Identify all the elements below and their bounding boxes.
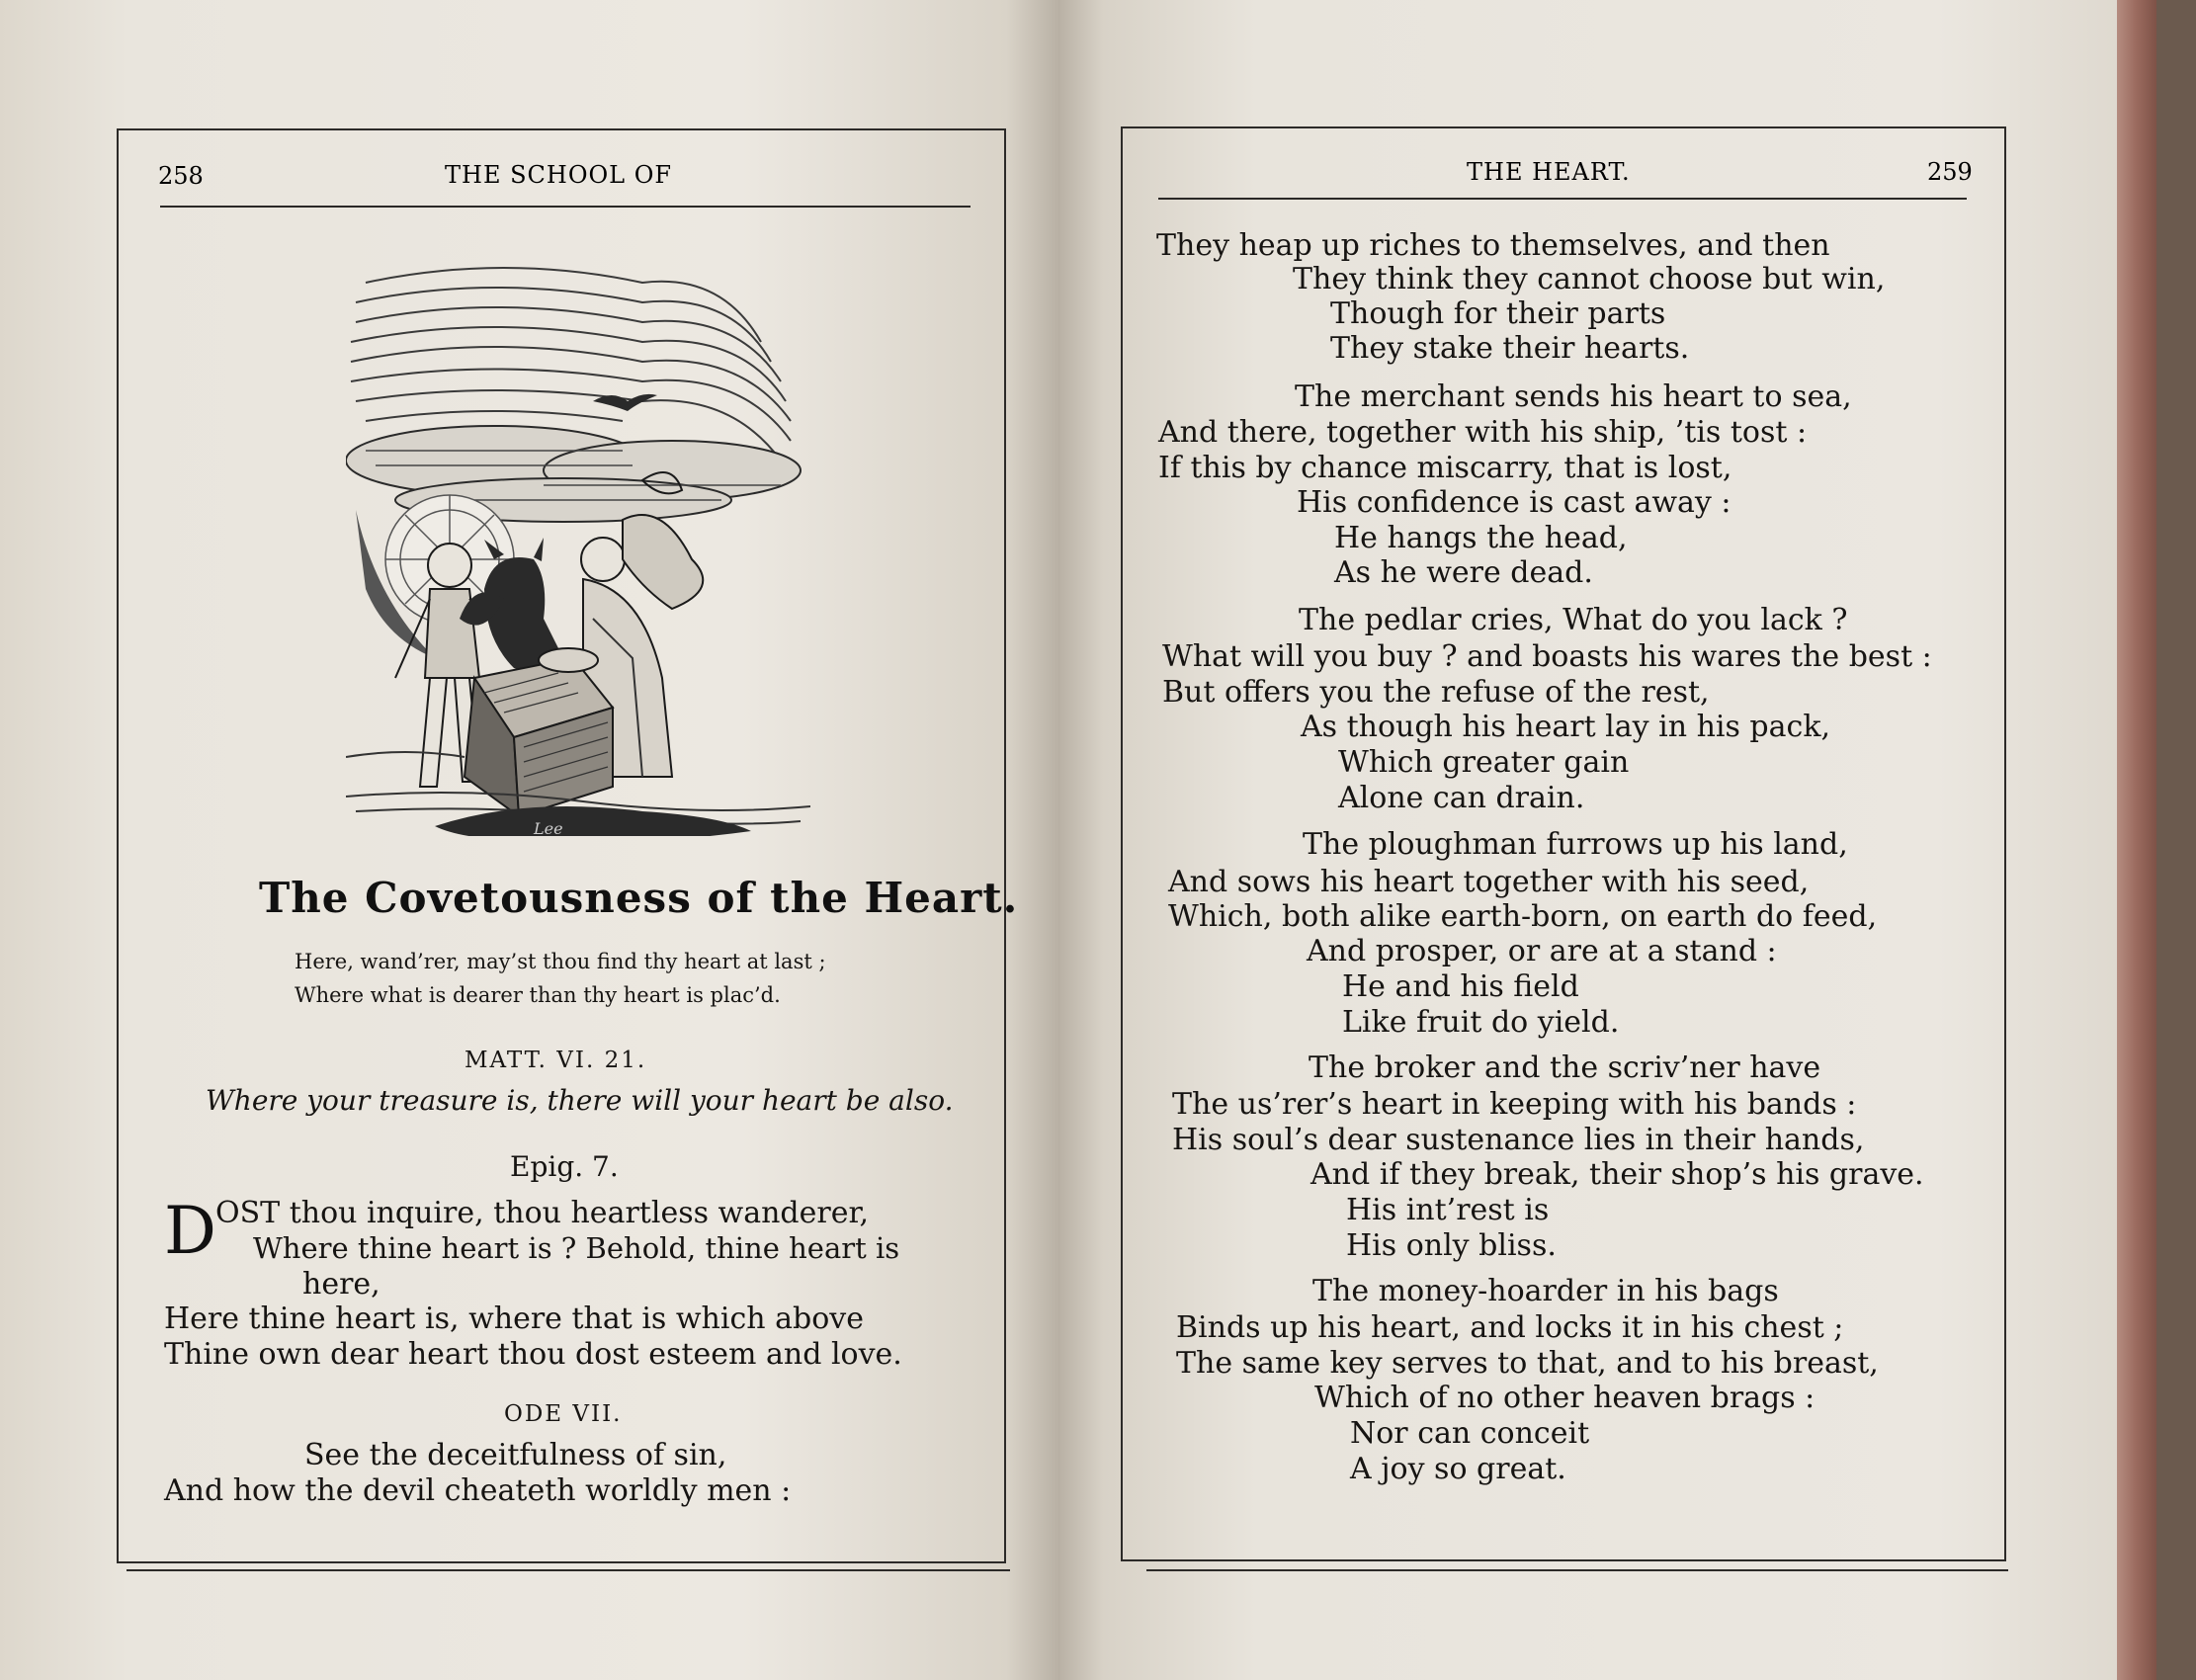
verse-line: What will you buy ? and boasts his wares the best : xyxy=(1162,639,1932,674)
verse-line: They heap up riches to themselves, and then xyxy=(1156,228,1830,263)
scripture-reference: MATT. VI. 21. xyxy=(465,1048,647,1073)
verse-line: Alone can drain. xyxy=(1338,781,1585,815)
verse-line: Which of no other heaven brags : xyxy=(1314,1381,1816,1415)
header-rule-left xyxy=(160,206,971,208)
epigram-line-1: OST thou inquire, thou heartless wanderer, xyxy=(215,1196,870,1230)
verse-line: His soul’s dear sustenance lies in their hands, xyxy=(1172,1123,1865,1157)
epigram-line-3: here, xyxy=(302,1267,380,1302)
verse-line: The ploughman furrows up his land, xyxy=(1303,827,1848,862)
epigram-line-2: Where thine heart is ? Behold, thine heart is xyxy=(253,1231,900,1265)
verse-line: The money-hoarder in his bags xyxy=(1312,1274,1779,1308)
ode-heading: ODE VII. xyxy=(504,1401,623,1427)
verse-line: Though for their parts xyxy=(1330,296,1666,331)
verse-line: Like fruit do yield. xyxy=(1342,1005,1620,1040)
motto-line-2: Where what is dearer than thy heart is plac’d. xyxy=(295,983,781,1007)
verse-line: His confidence is cast away : xyxy=(1297,485,1731,520)
verse-line: Which, both alike earth-born, on earth do feed, xyxy=(1168,899,1878,934)
verse-line: They stake their hearts. xyxy=(1330,331,1690,366)
epigram-heading: Epig. 7. xyxy=(510,1150,619,1183)
verse-line: A joy so great. xyxy=(1350,1452,1566,1486)
header-rule-right xyxy=(1158,198,1967,200)
epigram-line-5: Thine own dear heart thou dost esteem and love. xyxy=(164,1337,902,1372)
running-head-right: THE HEART. xyxy=(1467,158,1631,186)
verse-line: He and his field xyxy=(1342,969,1579,1004)
verse-line: The merchant sends his heart to sea, xyxy=(1295,379,1852,414)
page-number-right: 259 xyxy=(1927,158,1973,186)
verse-line: As he were dead. xyxy=(1334,555,1593,590)
verse-line: They think they cannot choose but win, xyxy=(1293,262,1886,296)
verse-line: But offers you the refuse of the rest, xyxy=(1162,675,1710,710)
chapter-title: The Covetousness of the Heart. xyxy=(259,874,1019,922)
motto-line-1: Here, wand’rer, may’st thou find thy heart at last ; xyxy=(295,950,826,973)
scripture-text: Where your treasure is, there will your heart be also. xyxy=(206,1084,954,1117)
engraver-signature: Lee xyxy=(534,819,563,836)
verse-line: The same key serves to that, and to his breast, xyxy=(1176,1346,1879,1381)
ode-line-1: See the deceitfulness of sin, xyxy=(304,1438,727,1472)
woodcut-illustration xyxy=(346,263,810,836)
epigram-line-4: Here thine heart is, where that is which above xyxy=(164,1302,864,1336)
ode-line-2: And how the devil cheateth worldly men : xyxy=(164,1473,792,1508)
verse-line: The broker and the scriv’ner have xyxy=(1309,1050,1821,1085)
verse-line: And prosper, or are at a stand : xyxy=(1307,934,1777,968)
verse-line: And if they break, their shop’s his grave. xyxy=(1310,1157,1924,1192)
verse-line: And sows his heart together with his seed, xyxy=(1168,865,1810,899)
book-edge xyxy=(2117,0,2156,1680)
running-head-left: THE SCHOOL OF xyxy=(445,161,673,189)
verse-line: As though his heart lay in his pack, xyxy=(1301,710,1831,744)
verse-line: Binds up his heart, and locks it in his chest ; xyxy=(1176,1310,1844,1345)
verse-line: The us’rer’s heart in keeping with his bands : xyxy=(1172,1087,1857,1122)
verse-line: The pedlar cries, What do you lack ? xyxy=(1299,603,1848,637)
verse-line: He hangs the head, xyxy=(1334,521,1628,555)
page-number-left: 258 xyxy=(158,162,204,190)
verse-line: His only bliss. xyxy=(1346,1228,1557,1263)
verse-line: Nor can conceit xyxy=(1350,1416,1590,1451)
left-page xyxy=(0,0,1059,1680)
verse-line: If this by chance miscarry, that is lost, xyxy=(1158,451,1732,485)
verse-line: And there, together with his ship, ’tis tost : xyxy=(1158,415,1808,450)
verse-line: Which greater gain xyxy=(1338,745,1630,780)
drop-cap: D xyxy=(164,1193,216,1269)
verse-line: His int’rest is xyxy=(1346,1193,1550,1227)
